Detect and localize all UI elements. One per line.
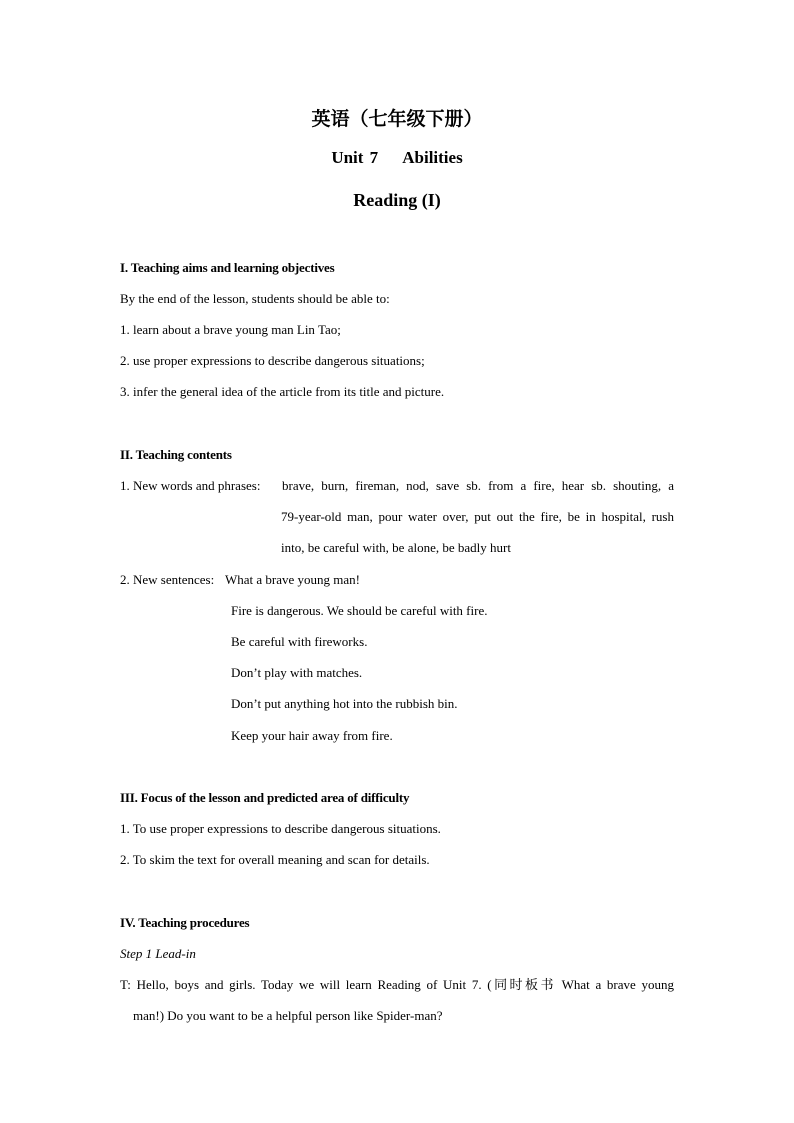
list-item: 1. To use proper expressions to describe dangerous situations. bbox=[120, 821, 441, 836]
section-heading: IV. Teaching procedures bbox=[120, 915, 250, 930]
section-intro: By the end of the lesson, students should be able to: bbox=[120, 291, 390, 306]
unit-title: Unit 7 Abilities bbox=[331, 148, 463, 167]
words-line: into, be careful with, be alone, be badly hurt bbox=[281, 540, 511, 555]
paragraph-line: T: Hello, boys and girls. Today we will learn Reading of Unit 7. (同时板书 What a brave young bbox=[120, 977, 674, 992]
section-heading: II. Teaching contents bbox=[120, 447, 232, 462]
words-line: 79-year-old man, pour water over, put out the fire, be in hospital, rush bbox=[281, 509, 674, 524]
sentence-item: Fire is dangerous. We should be careful with fire. bbox=[231, 603, 488, 618]
sentence-item: Keep your hair away from fire. bbox=[231, 728, 393, 743]
list-item: 3. infer the general idea of the article from its title and picture. bbox=[120, 384, 445, 399]
section-heading: III. Focus of the lesson and predicted area of difficulty bbox=[120, 790, 410, 805]
lesson-title: Reading (I) bbox=[353, 190, 441, 210]
list-item: 1. learn about a brave young man Lin Tao; bbox=[120, 322, 341, 337]
paragraph-line: man!) Do you want to be a helpful person like Spider-man? bbox=[133, 1008, 443, 1023]
sentence-item: What a brave young man! bbox=[225, 572, 361, 587]
sentence-item: Don’t play with matches. bbox=[231, 665, 363, 680]
words-line: brave, burn, fireman, nod, save sb. from a fire, hear sb. shouting, a bbox=[282, 478, 674, 493]
list-item: 2. To skim the text for overall meaning and scan for details. bbox=[120, 852, 430, 867]
words-label: 1. New words and phrases: bbox=[120, 478, 261, 493]
section-heading: I. Teaching aims and learning objectives bbox=[120, 260, 335, 275]
list-item: 2. use proper expressions to describe dangerous situations; bbox=[120, 353, 425, 368]
sentences-label: 2. New sentences: bbox=[120, 572, 215, 587]
step-label: Step 1 Lead-in bbox=[120, 946, 196, 961]
sentence-item: Don’t put anything hot into the rubbish bin. bbox=[231, 696, 458, 711]
sentence-item: Be careful with fireworks. bbox=[231, 634, 368, 649]
document-title: 英语（七年级下册） bbox=[311, 109, 483, 130]
